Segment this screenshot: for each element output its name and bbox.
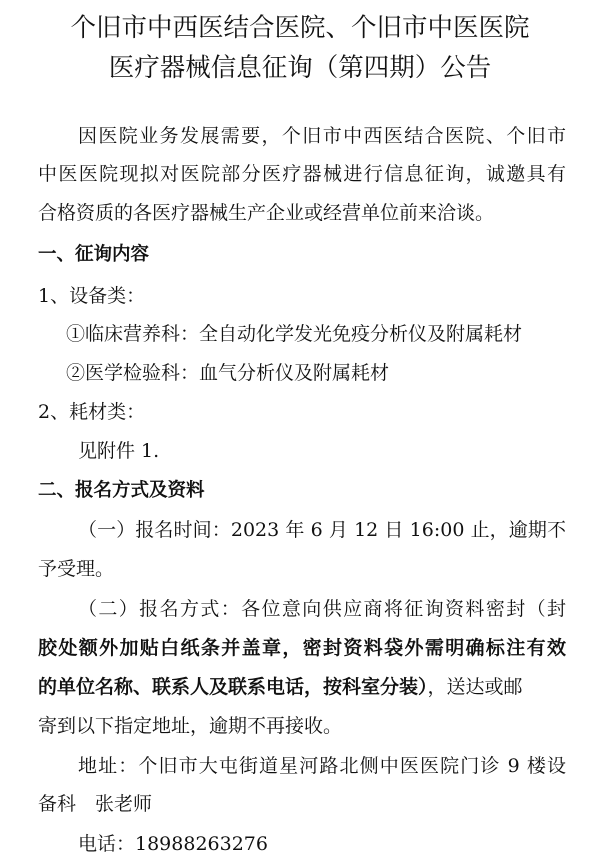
equipment-item-1: ①临床营养科：全自动化学发光免疫分析仪及附属耗材 <box>66 323 523 345</box>
attachment-reference: 见附件 1. <box>78 440 160 462</box>
registration-method-line-3-bold: 的单位名称、联系人及联系电话，按科室分装） <box>38 676 428 698</box>
registration-method-line-4: 寄到以下指定地址，逾期不再接收。 <box>38 715 343 737</box>
section-1-heading: 一、征询内容 <box>38 244 150 265</box>
registration-method-line-3-rest: ，送达或邮 <box>427 676 523 698</box>
address-line-1: 地址：个旧市大屯街道星河路北侧中医医院门诊 9 楼设 <box>78 755 566 777</box>
section-2-heading: 二、报名方式及资料 <box>38 480 205 501</box>
title-line-2: 医疗器械信息征询（第四期）公告 <box>108 53 492 83</box>
address-line-2: 备科 张老师 <box>38 793 153 815</box>
equipment-category-label: 1、设备类： <box>38 285 146 307</box>
equipment-item-2: ②医学检验科：血气分析仪及附属耗材 <box>66 362 390 384</box>
consumables-category-label: 2、耗材类： <box>38 401 146 423</box>
intro-paragraph-line-1: 因医院业务发展需要，个旧市中西医结合医院、个旧市 <box>78 125 566 147</box>
registration-method-line-2: 胶处额外加贴白纸条并盖章，密封资料袋外需明确标注有效 <box>38 637 566 659</box>
intro-paragraph-line-3: 合格资质的各医疗器械生产企业或经营单位前来洽谈。 <box>38 202 495 224</box>
registration-time-line-1: （一）报名时间：2023 年 6 月 12 日 16:00 止，逾期不 <box>78 519 566 541</box>
intro-paragraph-line-2: 中医医院现拟对医院部分医疗器械进行信息征询，诚邀具有 <box>38 163 566 185</box>
registration-time-line-2: 予受理。 <box>38 558 115 580</box>
phone-number: 电话：18988263276 <box>78 833 268 855</box>
registration-method-line-1: （二）报名方式：各位意向供应商将征询资料密封（封 <box>78 598 566 620</box>
registration-method-line-3 <box>38 675 566 699</box>
title-line-1: 个旧市中西医结合医院、个旧市中医医院 <box>70 13 530 43</box>
